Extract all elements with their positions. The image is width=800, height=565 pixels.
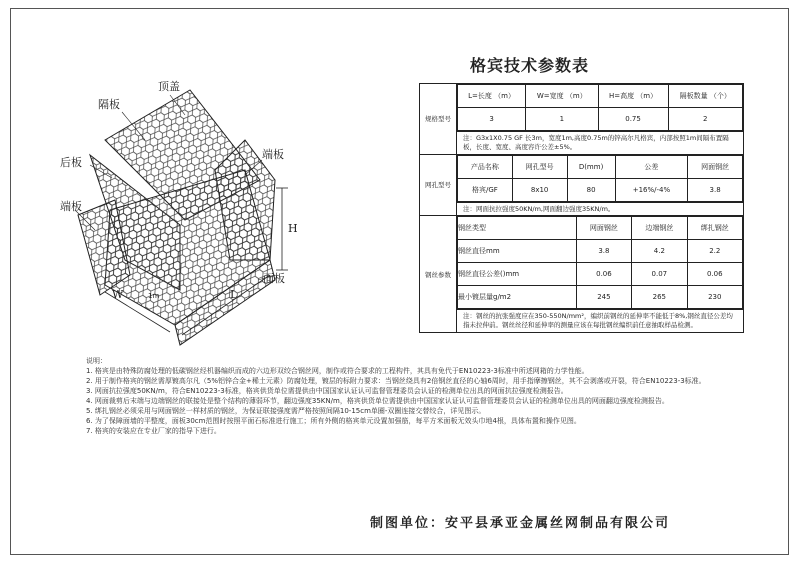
- mesh-value-d: 80: [567, 178, 615, 201]
- wire-row-value: 4.2: [632, 240, 687, 263]
- mesh-header-name: 产品名称: [458, 155, 513, 178]
- size-note: 注：G3x1X0.75 GF 长3m，宽度1m,高度0.75m的锌高尔凡格宾，内部按照1m间隔布置隔板，长度、宽度、高度容许公差±5%。: [457, 132, 744, 155]
- label-w: W: [112, 288, 124, 301]
- note-item: 6. 为了保障面墙的平整度，面板30cm范围时按照平面石标准进行施工；所有外侧的格宾单元设置加强筋，每平方米面板无效头巾地4根，具体布置和操作见图。: [86, 416, 581, 425]
- label-one-meter: 1m: [148, 292, 160, 300]
- note-item: 1. 格宾是由特殊防腐处理的低碳钢丝经机器编织而成的六边形双绞合钢丝网，制作或符合要求的工程构件，其具有免代于EN10223-3标准中所述网箱的力学性能。: [86, 366, 589, 375]
- wire-row-value: 245: [576, 286, 631, 309]
- size-value-w: 1: [526, 108, 598, 131]
- label-lid: 顶盖: [158, 80, 180, 93]
- wire-row-name: 钢丝直径mm: [458, 240, 577, 263]
- note-item: 3. 网面抗拉强度50KN/m，符合EN10223-3标准，格宾供货单位需提供由中国国家认证认可监督管理委员会认证的检测单位出具的网面抗拉强度检测报告。: [86, 386, 568, 395]
- note-item: 5. 绑扎钢丝必须采用与网面钢丝一样材质的钢丝，为保证联接强度需严格按照间隔10-15cm单圈-双圈连接交替绞合，详见图示。: [86, 406, 486, 415]
- mesh-value-tolerance: +16%/-4%: [615, 178, 688, 201]
- mesh-header-d: D(mm): [567, 155, 615, 178]
- wire-row-value: 2.2: [687, 240, 742, 263]
- label-diaphragm: 隔板: [98, 98, 120, 111]
- wire-section-label: 钢丝参数: [420, 216, 457, 333]
- label-end-panel-left: 端板: [60, 200, 82, 213]
- wire-row-value: 0.06: [576, 263, 631, 286]
- mesh-note: 注：网面抗拉强度50KN/m,网面翻边强度35KN/m。: [457, 202, 744, 216]
- size-value-count: 2: [668, 108, 742, 131]
- mesh-value-type: 8x10: [512, 178, 567, 201]
- label-face-panel: 面板: [263, 272, 285, 285]
- size-header-l: L=长度 （m）: [458, 85, 526, 108]
- notes-title: 说明：: [86, 357, 107, 365]
- wire-row-value: 265: [632, 286, 687, 309]
- gabion-diagram: [30, 60, 360, 350]
- notes-section: [86, 357, 726, 437]
- mesh-header-wire: 网面钢丝: [688, 155, 743, 178]
- label-end-panel-right: 端板: [262, 148, 284, 161]
- wire-row-value: 230: [687, 286, 742, 309]
- spec-table: [419, 83, 744, 333]
- size-value-h: 0.75: [598, 108, 668, 131]
- label-back-panel: 后板: [60, 156, 82, 169]
- drawing-unit: 制图单位：安平县承亚金属丝网制品有限公司: [370, 516, 671, 531]
- mesh-header-tolerance: 公差: [615, 155, 688, 178]
- wire-row-name: 最小镀层量g/m2: [458, 286, 577, 309]
- mesh-value-wire: 3.8: [688, 178, 743, 201]
- wire-row-value: 3.8: [576, 240, 631, 263]
- note-item: 7. 格宾的安装应在专业厂家的指导下进行。: [86, 426, 221, 435]
- size-header-h: H=高度 （m）: [598, 85, 668, 108]
- wire-row-name: 钢丝直径公差()mm: [458, 263, 577, 286]
- mesh-header-type: 网孔型号: [512, 155, 567, 178]
- wire-row-value: 0.07: [632, 263, 687, 286]
- wire-header-tie: 绑扎钢丝: [687, 217, 742, 240]
- label-l: L: [230, 288, 238, 301]
- wire-header-type: 钢丝类型: [458, 217, 577, 240]
- size-section-label: 规格型号: [420, 84, 457, 155]
- spec-table-title: 格宾技术参数表: [470, 56, 590, 75]
- size-header-w: W=宽度 （m）: [526, 85, 598, 108]
- mesh-value-name: 格宾/GF: [458, 178, 513, 201]
- wire-row-value: 0.06: [687, 263, 742, 286]
- size-header-count: 隔板数量 （个）: [668, 85, 742, 108]
- wire-header-edge: 边端钢丝: [632, 217, 687, 240]
- label-h: H: [288, 222, 298, 235]
- wire-note: 注：钢丝的抗张强度应在350-550N/mm²，编织前钢丝的延伸率不能低于8%,钢丝直径公差均指未拉伸前。钢丝丝径和延伸率的测量应该在每批钢丝编织前任意抽取样品检测。: [457, 310, 744, 333]
- size-value-l: 3: [458, 108, 526, 131]
- note-item: 4. 网面裁剪后末端与边端钢丝的联接处是整个结构的薄弱环节，翻边强度35KN/m，格宾供货单位需提供由中国国家认证认可监督管理委员会认证的检测单位出具的网面翻边强度检测报告。: [86, 396, 669, 405]
- wire-header-mesh: 网面钢丝: [576, 217, 631, 240]
- mesh-section-label: 网孔型号: [420, 154, 457, 216]
- note-item: 2. 用于制作格宾的钢丝需厚镀高尔凡（5%铝锌合金+稀土元素）防腐处理，镀层的标附力要求：当钢丝绕具有2倍钢丝直径的心轴6周时，用手指摩擦钢丝，其不会剥落或开裂，符合EN10223-3标准。: [86, 376, 706, 385]
